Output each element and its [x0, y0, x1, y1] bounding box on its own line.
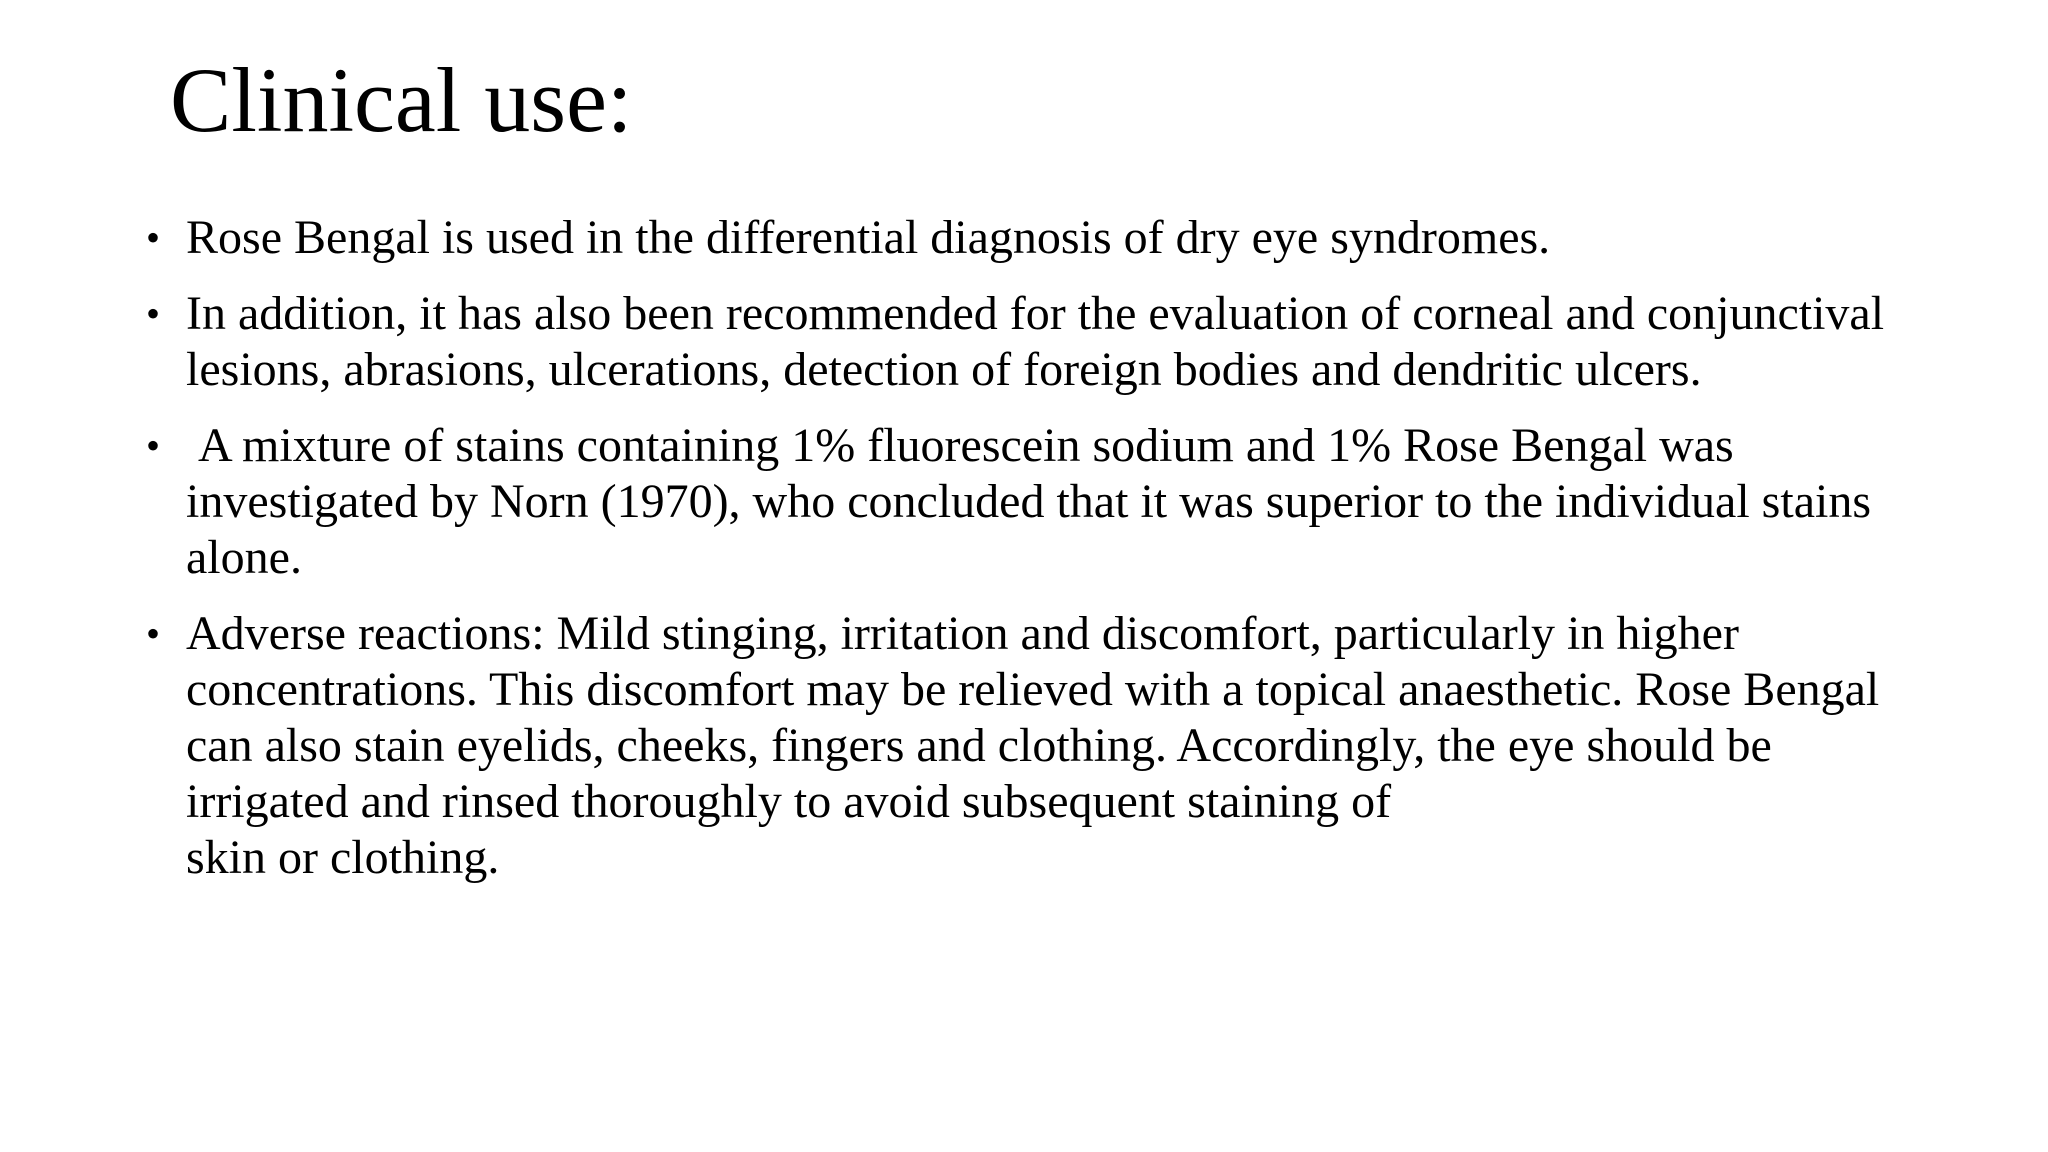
bullet-point-icon: • [146, 291, 161, 336]
bullet-list [146, 210, 1906, 906]
bullet-item-1 [146, 210, 1906, 266]
bullet-text-1: Rose Bengal is used in the differential diagnosis of dry eye syndromes. [186, 211, 1551, 264]
bullet-point-icon: • [146, 611, 161, 656]
bullet-text-3: A mixture of stains containing 1% fluorescein sodium and 1% Rose Bengal was investigated by Norn (1970), who concluded that it was superior to the individual stains alone. [186, 419, 1884, 584]
bullet-item-3 [146, 418, 1906, 586]
bullet-text-4: Adverse reactions: Mild stinging, irritation and discomfort, particularly in higher concentrations. This discomfort may be relieved with a topical anaesthetic. Rose Bengal can also stain eyelids, cheeks, fingers and clothing. Accordingly, the eye should be irrigated and rinsed thoroughly to avoid subsequent staining of [186, 607, 1880, 828]
bullet-point-icon: • [146, 215, 161, 260]
bullet-text-4-last-line: skin or clothing. [186, 831, 500, 884]
bullet-item-4 [146, 606, 1906, 886]
bullet-point-icon: • [146, 423, 161, 468]
slide-title: Clinical use: [170, 49, 633, 151]
bullet-item-2 [146, 286, 1906, 398]
bullet-text-2: In addition, it has also been recommended for the evaluation of corneal and conjunctival lesions, abrasions, ulcerations, detection of foreign bodies and dendritic ulcers. [186, 287, 1885, 396]
